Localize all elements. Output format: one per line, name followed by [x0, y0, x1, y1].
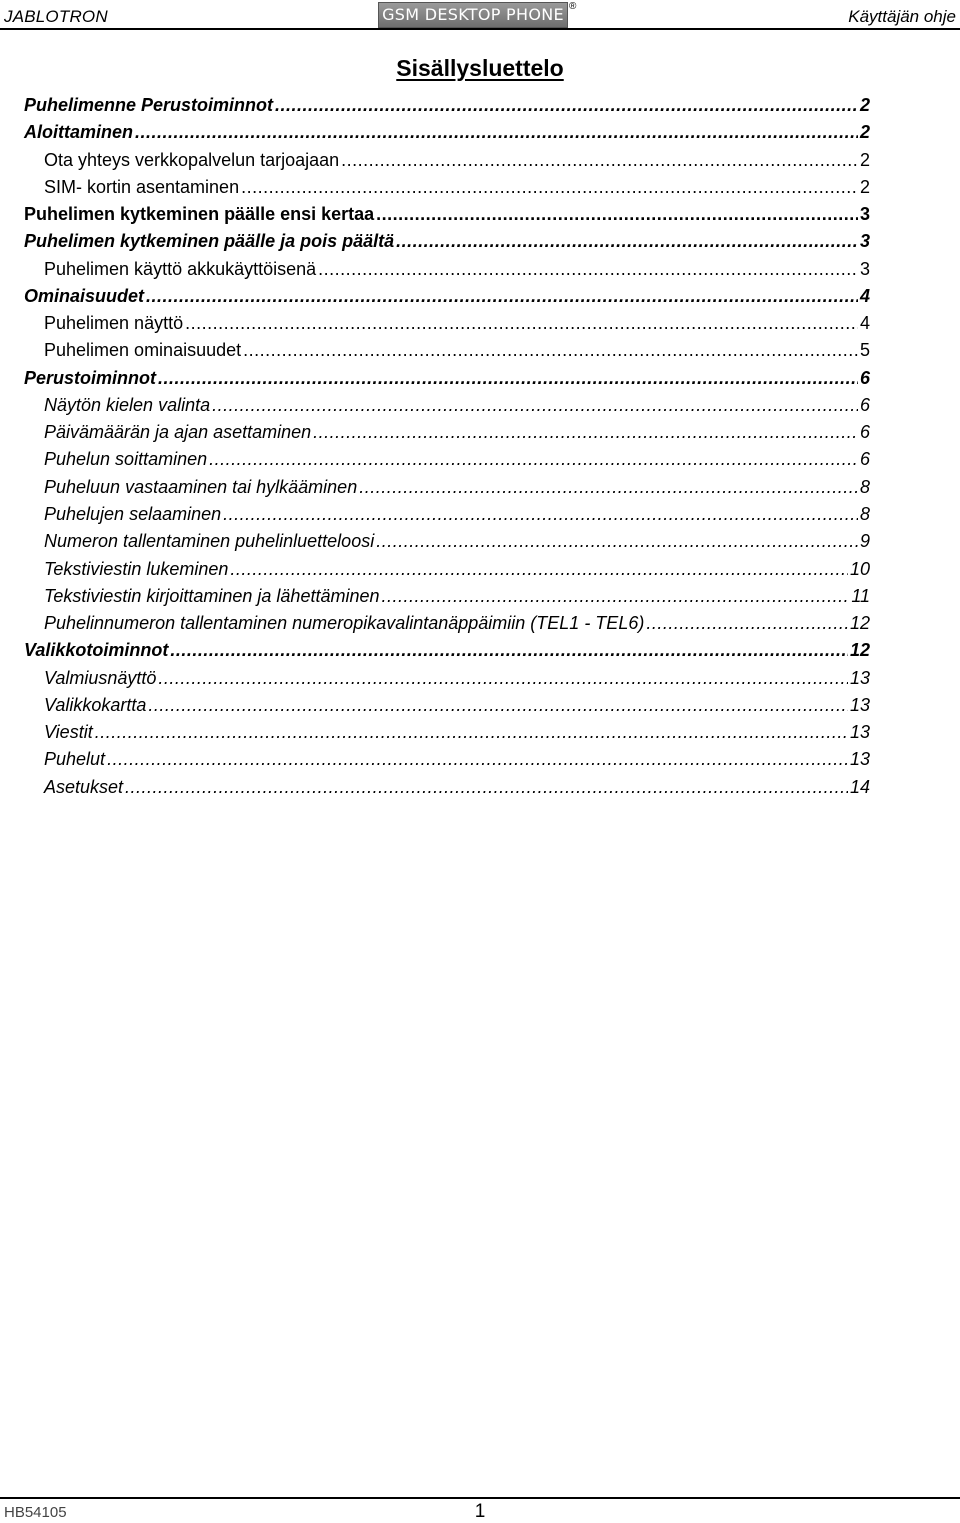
toc-entry-title: Tekstiviestin kirjoittaminen ja lähettäminen [44, 585, 380, 606]
page-title: Sisällysluettelo [396, 55, 564, 81]
toc-entry-page: 10 [849, 558, 870, 579]
toc-entry[interactable] [24, 92, 870, 119]
toc-entry-page: 6 [859, 449, 870, 470]
toc-entry-title: SIM- kortin asentaminen [44, 176, 240, 197]
toc-entry[interactable] [24, 283, 870, 310]
toc-dot-leader [318, 256, 858, 283]
toc-entry-title: Puhelimen käyttö akkukäyttöisenä [44, 258, 317, 279]
toc-dot-leader [382, 583, 850, 610]
toc-dot-leader [148, 692, 848, 719]
toc-entry-page: 12 [849, 640, 870, 661]
toc-dot-leader [185, 310, 858, 337]
toc-entry[interactable] [24, 228, 870, 255]
toc-entry-page: 6 [859, 394, 870, 415]
toc-entry[interactable] [24, 419, 870, 446]
toc-dot-leader [170, 637, 848, 664]
toc-entry-page: 4 [859, 285, 870, 306]
toc-entry-page: 13 [849, 722, 870, 743]
toc-entry-title: Valikkokartta [44, 694, 147, 715]
toc-entry[interactable] [24, 337, 870, 364]
toc-entry-page: 3 [859, 204, 870, 225]
toc-entry[interactable] [24, 774, 870, 801]
toc-entry[interactable] [24, 310, 870, 337]
toc-entry-page: 2 [859, 176, 870, 197]
toc-dot-leader [376, 201, 858, 228]
toc-entry[interactable] [24, 474, 870, 501]
toc-entry[interactable] [24, 637, 870, 664]
toc-entry-page: 9 [859, 531, 870, 552]
toc-entry[interactable] [24, 528, 870, 555]
toc-dot-leader [396, 228, 858, 255]
toc-entry-title: Näytön kielen valinta [44, 394, 211, 415]
toc-entry-title: Tekstiviestin lukeminen [44, 558, 229, 579]
toc-entry-page: 6 [859, 422, 870, 443]
toc-entry[interactable] [24, 446, 870, 473]
toc-entry-title: Puhelun soittaminen [44, 449, 208, 470]
toc-dot-leader [359, 474, 858, 501]
toc-entry-title: Perustoiminnot [24, 367, 157, 388]
toc-entry-title: Asetukset [44, 776, 124, 797]
toc-entry-page: 2 [859, 122, 870, 143]
toc-dot-leader [230, 556, 848, 583]
toc-dot-leader [241, 174, 858, 201]
toc-entry-page: 4 [859, 313, 870, 334]
toc-entry[interactable] [24, 392, 870, 419]
toc-entry-page: 8 [859, 503, 870, 524]
toc-dot-leader [158, 665, 848, 692]
toc-entry-page: 6 [859, 367, 870, 388]
toc-dot-leader [275, 92, 858, 119]
toc-entry[interactable] [24, 583, 870, 610]
toc-entry-title: Ota yhteys verkkopalvelun tarjoajaan [44, 149, 340, 170]
header-divider [0, 28, 960, 30]
toc-entry-page: 14 [849, 776, 870, 797]
toc-entry[interactable] [24, 174, 870, 201]
toc-entry-page: 13 [849, 749, 870, 770]
toc-dot-leader [107, 746, 848, 773]
toc-entry-title: Numeron tallentaminen puhelinluetteloosi [44, 531, 375, 552]
toc-dot-leader [313, 419, 858, 446]
toc-entry-title: Puhelimenne Perustoiminnot [24, 95, 274, 115]
toc-entry-page: 13 [849, 667, 870, 688]
toc-entry-title: Puhelimen kytkeminen päälle ensi kertaa [24, 204, 375, 225]
toc-dot-leader [135, 119, 858, 146]
toc-entry-page: 11 [851, 585, 870, 606]
toc-entry-title: Viestit [44, 722, 93, 743]
toc-entry[interactable] [24, 665, 870, 692]
toc-entry[interactable] [24, 719, 870, 746]
toc-entry-page: 13 [849, 694, 870, 715]
toc-entry-title: Puhelut [44, 749, 106, 770]
brand-name: JABLOTRON [4, 7, 108, 26]
toc-entry-title: Päivämäärän ja ajan asettaminen [44, 422, 312, 443]
toc-dot-leader [209, 446, 858, 473]
toc-entry-page: 3 [859, 258, 870, 279]
toc-entry-page: 8 [859, 476, 870, 497]
toc-dot-leader [646, 610, 848, 637]
page-header [0, 0, 960, 30]
toc-entry[interactable] [24, 692, 870, 719]
toc-entry-title: Puhelimen kytkeminen päälle ja pois päältä [24, 231, 395, 252]
table-of-contents [24, 92, 870, 801]
toc-dot-leader [146, 283, 858, 310]
page-number: 1 [474, 1501, 486, 1522]
toc-entry-page: 3 [859, 231, 870, 252]
toc-entry-page: 12 [849, 613, 870, 634]
toc-entry[interactable] [24, 610, 870, 637]
toc-entry[interactable] [24, 147, 870, 174]
document-type: Käyttäjän ohje [848, 7, 956, 26]
toc-entry[interactable] [24, 119, 870, 146]
toc-dot-leader [243, 337, 858, 364]
toc-entry-title: Valikkotoiminnot [24, 640, 169, 661]
toc-dot-leader [212, 392, 858, 419]
toc-dot-leader [341, 147, 858, 174]
toc-entry[interactable] [24, 556, 870, 583]
toc-dot-leader [376, 528, 858, 555]
toc-entry[interactable] [24, 501, 870, 528]
toc-dot-leader [95, 719, 848, 746]
toc-dot-leader [223, 501, 858, 528]
toc-entry-page: 5 [859, 340, 870, 361]
toc-entry-title: Valmiusnäyttö [44, 667, 157, 688]
toc-entry-title: Puhelinnumeron tallentaminen numeropikavalintanäppäimiin (TEL1 - TEL6) [44, 613, 645, 634]
toc-entry-title: Puheluun vastaaminen tai hylkääminen [44, 476, 358, 497]
toc-entry-title: Puhelimen ominaisuudet [44, 340, 242, 361]
toc-entry-title: Puhelujen selaaminen [44, 503, 222, 524]
toc-entry-page: 2 [859, 149, 870, 170]
toc-entry[interactable] [24, 746, 870, 773]
footer-divider [0, 1497, 960, 1499]
toc-dot-leader [125, 774, 848, 801]
toc-entry[interactable] [24, 201, 870, 228]
product-logo: GSM DESKTOP PHONE [378, 2, 568, 28]
toc-entry[interactable] [24, 365, 870, 392]
toc-dot-leader [158, 365, 858, 392]
toc-entry-title: Puhelimen näyttö [44, 313, 184, 334]
toc-entry-title: Ominaisuudet [24, 285, 145, 306]
registered-mark: ® [569, 1, 577, 12]
toc-entry-title: Aloittaminen [24, 122, 134, 143]
toc-entry-page: 2 [859, 95, 870, 115]
toc-entry[interactable] [24, 256, 870, 283]
document-code: HB54105 [4, 1504, 67, 1521]
